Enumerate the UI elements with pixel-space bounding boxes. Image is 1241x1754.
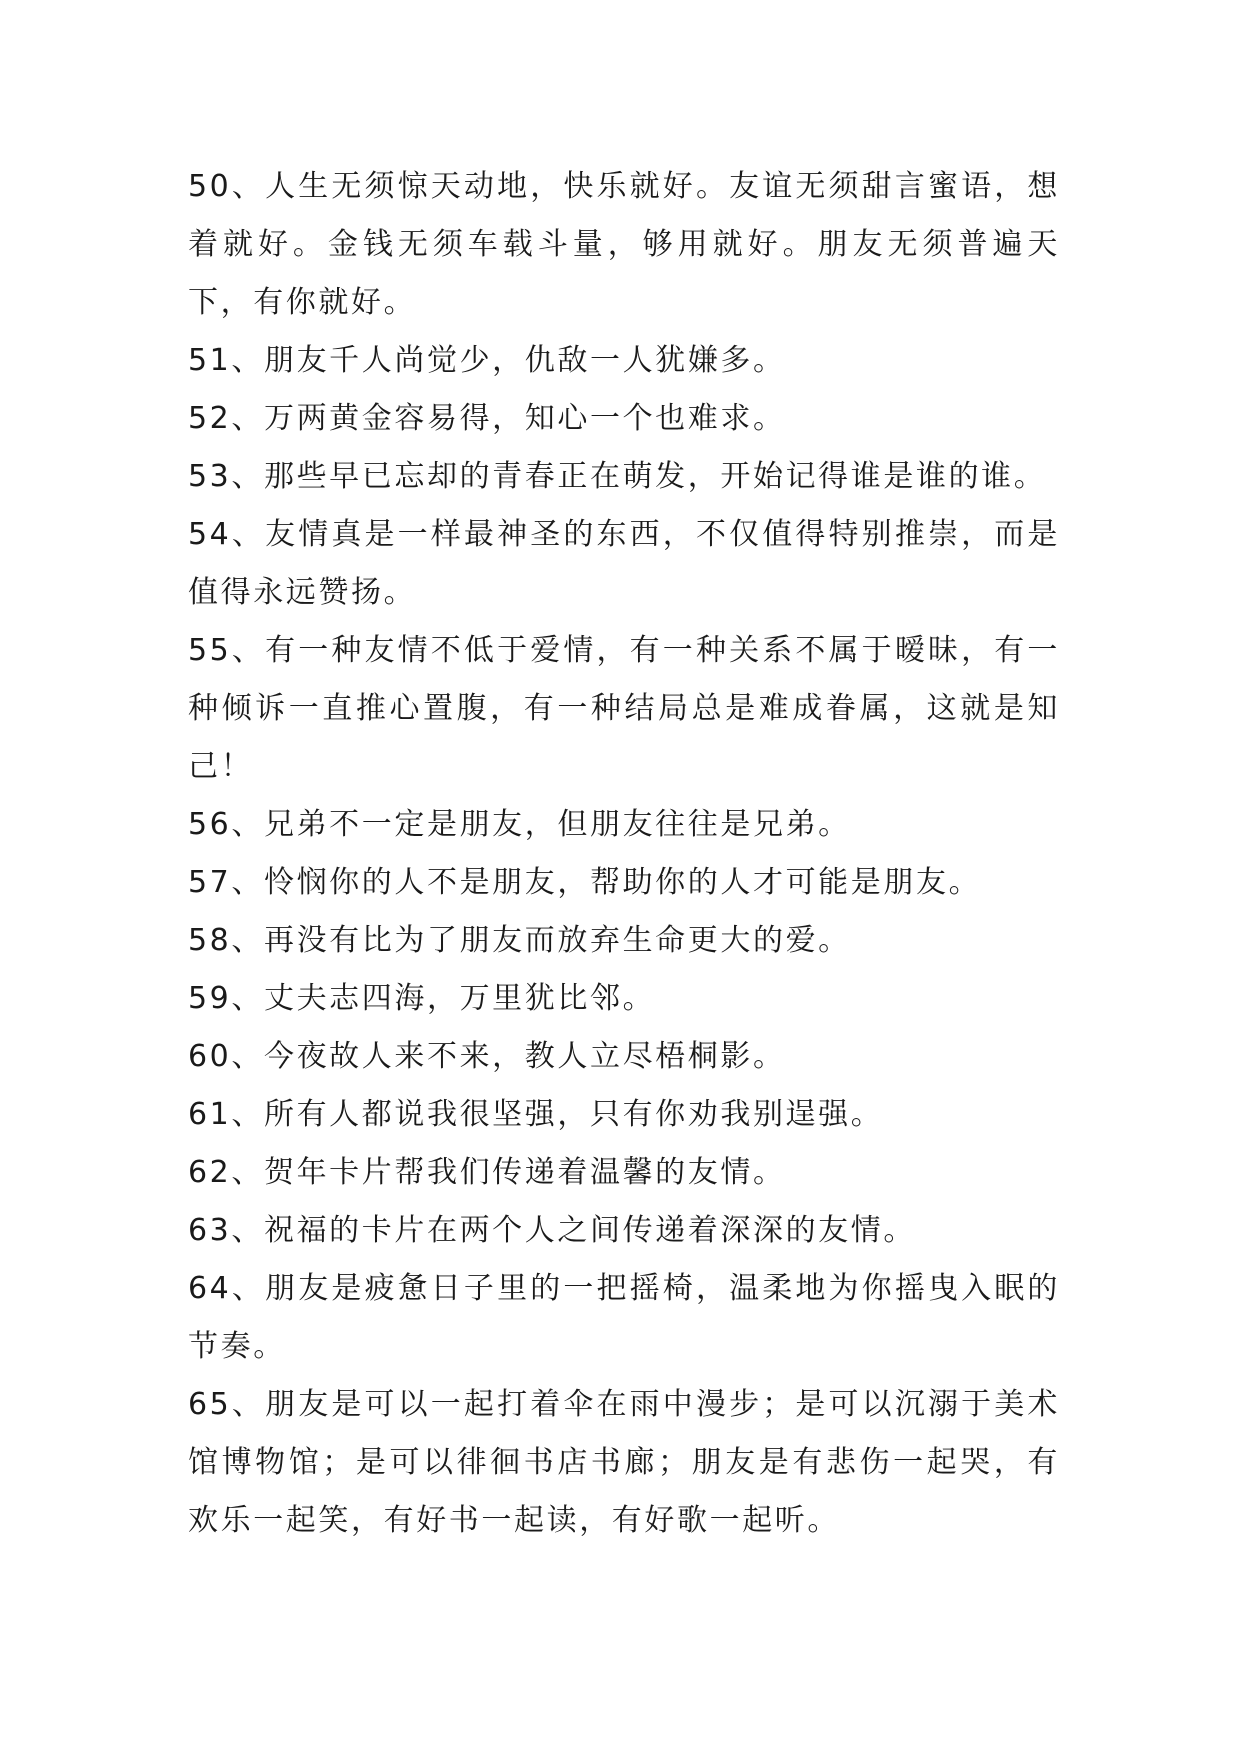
paragraph-50: 50、人生无须惊天动地，快乐就好。友谊无须甜言蜜语，想着就好。金钱无须车载斗量，够用就好。朋友无须普遍天下，有你就好。 — [188, 169, 1060, 320]
paragraph-62: 62、贺年卡片帮我们传递着温馨的友情。 — [188, 1155, 786, 1190]
paragraph-63: 63、祝福的卡片在两个人之间传递着深深的友情。 — [188, 1213, 916, 1248]
paragraph-64: 64、朋友是疲惫日子里的一把摇椅，温柔地为你摇曳入眠的节奏。 — [188, 1271, 1060, 1364]
paragraph-53: 53、那些早已忘却的青春正在萌发，开始记得谁是谁的谁。 — [188, 459, 1047, 494]
paragraph-57: 57、怜悯你的人不是朋友，帮助你的人才可能是朋友。 — [188, 865, 982, 900]
paragraph-54: 54、友情真是一样最神圣的东西，不仅值得特别推崇，而是值得永远赞扬。 — [188, 517, 1060, 610]
paragraph-52: 52、万两黄金容易得，知心一个也难求。 — [188, 401, 786, 436]
paragraph-55: 55、有一种友情不低于爱情，有一种关系不属于暧昧，有一种倾诉一直推心置腹，有一种结局总是难成眷属，这就是知己！ — [188, 633, 1060, 784]
document-page — [188, 158, 1060, 1550]
paragraph-56: 56、兄弟不一定是朋友，但朋友往往是兄弟。 — [188, 807, 851, 842]
paragraph-51: 51、朋友千人尚觉少，仇敌一人犹嫌多。 — [188, 343, 786, 378]
paragraph-60: 60、今夜故人来不来，教人立尽梧桐影。 — [188, 1039, 786, 1074]
paragraph-65: 65、朋友是可以一起打着伞在雨中漫步；是可以沉溺于美术馆博物馆；是可以徘徊书店书廊；朋友是有悲伤一起哭，有欢乐一起笑，有好书一起读，有好歌一起听。 — [188, 1387, 1060, 1538]
paragraph-61: 61、所有人都说我很坚强，只有你劝我别逞强。 — [188, 1097, 884, 1132]
paragraph-58: 58、再没有比为了朋友而放弃生命更大的爱。 — [188, 923, 851, 958]
paragraph-59: 59、丈夫志四海，万里犹比邻。 — [188, 981, 656, 1016]
